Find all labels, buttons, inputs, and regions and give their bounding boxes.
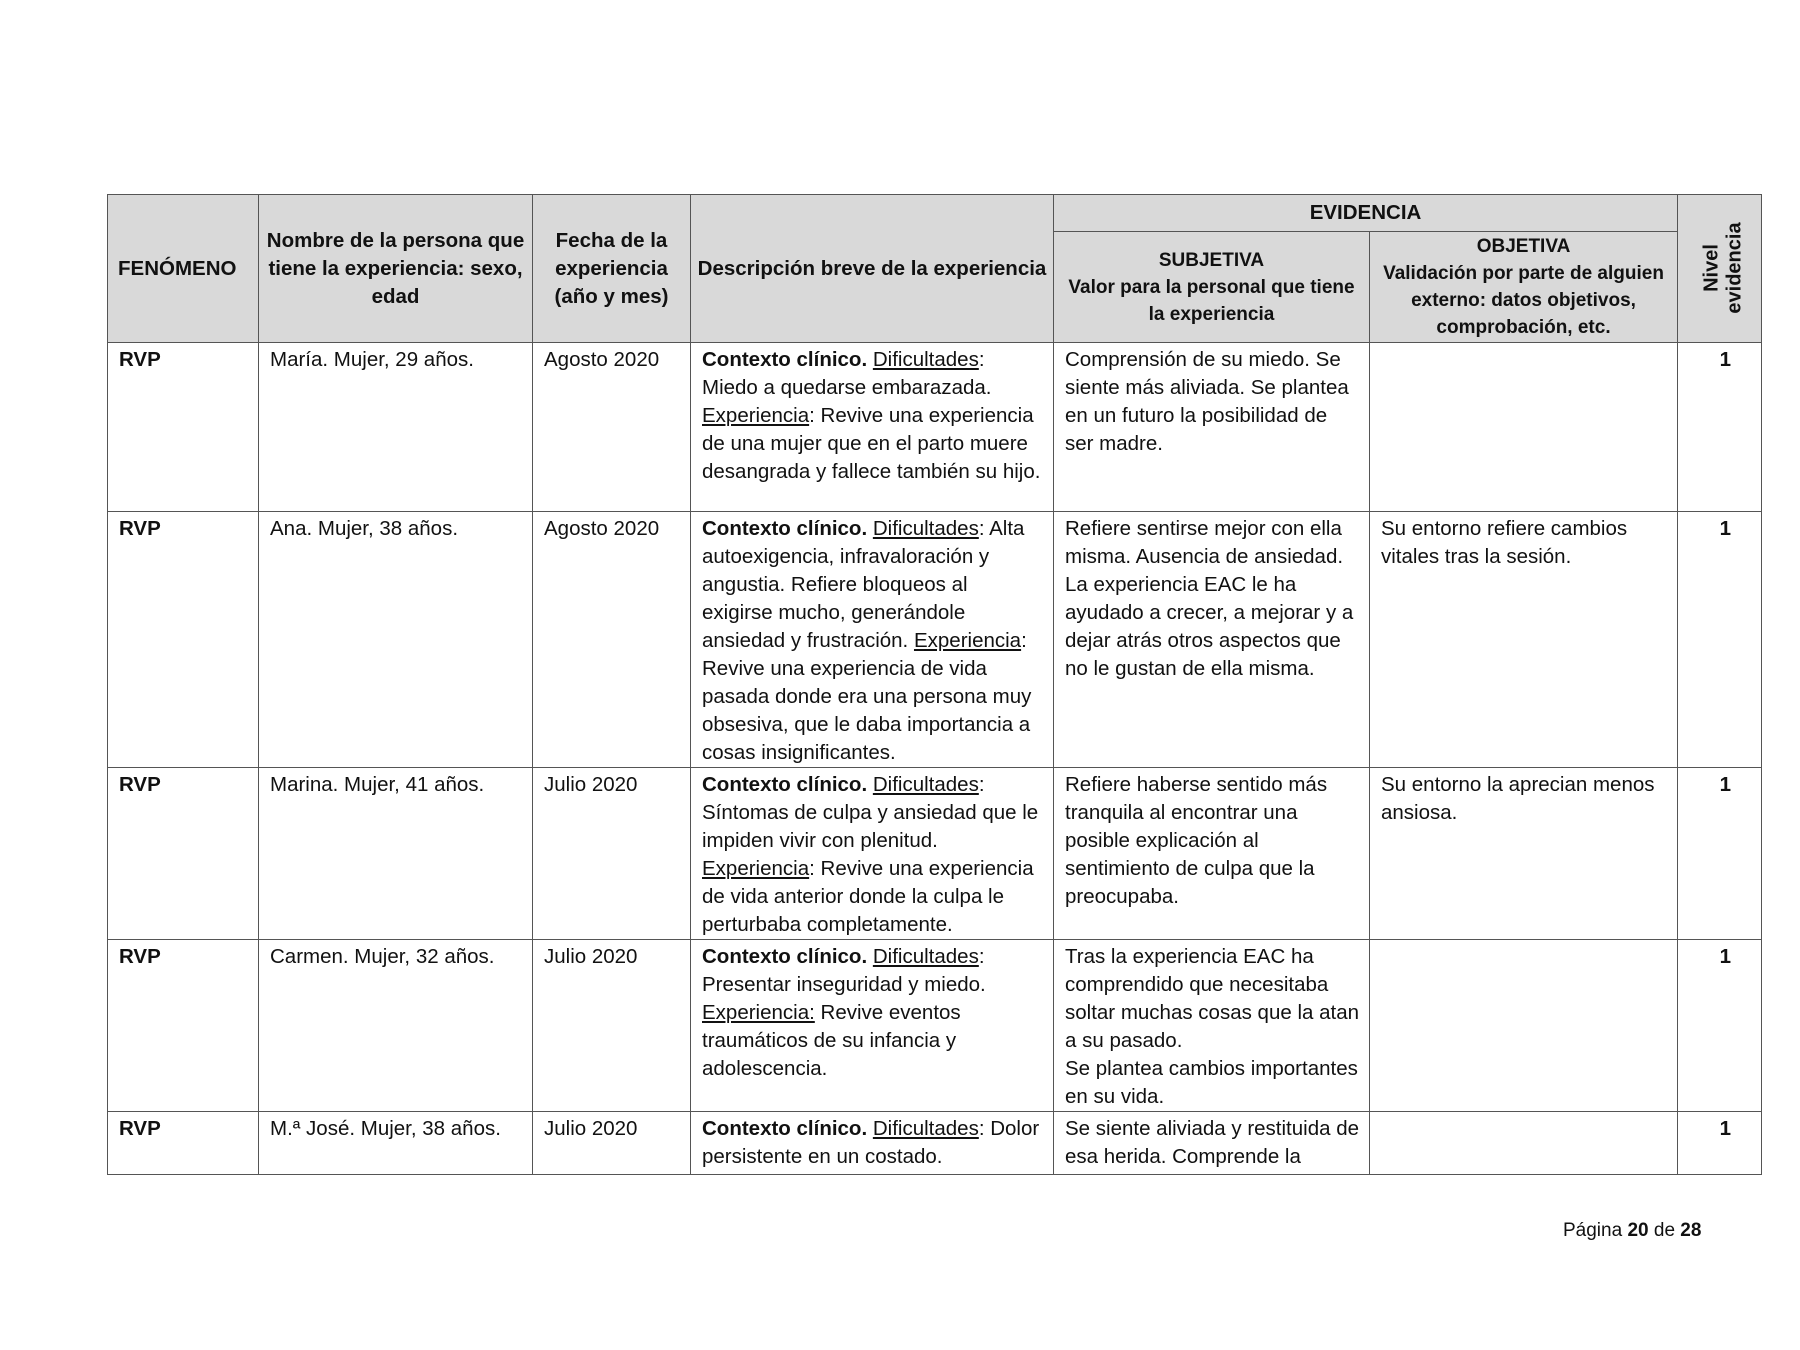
page-total: 28 xyxy=(1680,1220,1702,1241)
cell-objetiva xyxy=(1370,940,1678,1112)
cell-nombre: María. Mujer, 29 años. xyxy=(259,343,533,512)
cell-nivel: 1 xyxy=(1678,1112,1762,1175)
nivel-line2: evidencia xyxy=(1723,221,1746,314)
dificultades-label: Dificultades xyxy=(872,348,979,371)
cell-fecha: Julio 2020 xyxy=(533,940,691,1112)
contexto-label: Contexto clínico. xyxy=(702,945,868,968)
table-row xyxy=(108,768,1762,940)
nivel-vertical-label xyxy=(1701,222,1747,313)
evidence-table xyxy=(107,194,1762,1175)
header-objetiva xyxy=(1370,232,1678,343)
cell-nivel: 1 xyxy=(1678,940,1762,1112)
experiencia-label: Experiencia: xyxy=(702,1001,815,1024)
dificultades-text: : Miedo a quedarse embarazada. xyxy=(702,348,992,399)
dificultades-text: : Dolor persistente en un costado. xyxy=(702,1117,1040,1168)
cell-descripcion xyxy=(691,343,1054,512)
cell-nivel: 1 xyxy=(1678,768,1762,940)
contexto-label: Contexto clínico. xyxy=(702,348,868,371)
dificultades-label: Dificultades xyxy=(872,945,979,968)
experiencia-label: Experiencia xyxy=(913,629,1022,652)
experiencia-label: Experiencia xyxy=(702,857,810,880)
dificultades-text: : Alta autoexigencia, infravaloración y angustia. Refiere bloqueos al exigirse mucho, generándole ansiedad y frustración. xyxy=(702,517,1025,652)
dificultades-label: Dificultades xyxy=(872,1117,979,1140)
cell-nivel: 1 xyxy=(1678,343,1762,512)
header-nombre: Nombre de la persona que tiene la experiencia: sexo, edad xyxy=(259,195,533,343)
cell-fecha: Julio 2020 xyxy=(533,1112,691,1175)
cell-subjetiva xyxy=(1054,940,1370,1112)
contexto-label: Contexto clínico. xyxy=(702,1117,868,1140)
nivel-line1: Nivel xyxy=(1700,243,1723,292)
cell-subjetiva: Comprensión de su miedo. Se siente más aliviada. Se plantea en un futuro la posibilidad de ser madre. xyxy=(1054,343,1370,512)
cell-fecha: Agosto 2020 xyxy=(533,512,691,768)
objetiva-desc: Validación por parte de alguien externo: datos objetivos, comprobación, etc. xyxy=(1383,263,1664,338)
pagina-label: Página xyxy=(1563,1220,1623,1241)
header-nivel xyxy=(1678,195,1762,343)
cell-fenomeno: RVP xyxy=(108,343,259,512)
experiencia-label: Experiencia xyxy=(702,404,810,427)
table-row xyxy=(108,1112,1762,1175)
contexto-label: Contexto clínico. xyxy=(702,517,868,540)
experiencia-text: : Revive una experiencia de una mujer que en el parto muere desangrada y fallece también su hijo. xyxy=(702,404,1041,483)
dificultades-text: : Presentar inseguridad y miedo. xyxy=(702,945,986,996)
experiencia-text: : Revive una experiencia de vida anterior donde la culpa le perturbaba completamente. xyxy=(702,857,1034,936)
cell-objetiva xyxy=(1370,1112,1678,1175)
cell-nombre: Ana. Mujer, 38 años. xyxy=(259,512,533,768)
cell-descripcion xyxy=(691,512,1054,768)
header-descripcion: Descripción breve de la experiencia xyxy=(691,195,1054,343)
page-footer xyxy=(1563,1220,1701,1242)
cell-nivel: 1 xyxy=(1678,512,1762,768)
cell-descripcion xyxy=(691,768,1054,940)
experiencia-text: : Revive una experiencia de vida pasada donde era una persona muy obsesiva, que le daba importancia a cosas insignificantes. xyxy=(702,629,1032,764)
cell-objetiva: Su entorno la aprecian menos ansiosa. xyxy=(1370,768,1678,940)
de-label: de xyxy=(1653,1220,1676,1241)
cell-descripcion xyxy=(691,940,1054,1112)
cell-subjetiva: Refiere haberse sentido más tranquila al encontrar una posible explicación al sentimiento de culpa que la preocupaba. xyxy=(1054,768,1370,940)
page-number: 20 xyxy=(1627,1220,1649,1241)
cell-fecha: Agosto 2020 xyxy=(533,343,691,512)
header-fenomeno: FENÓMENO xyxy=(108,195,259,343)
dificultades-text: : Síntomas de culpa y ansiedad que le impiden vivir con plenitud. xyxy=(702,773,1039,852)
subjetiva-text: Tras la experiencia EAC ha comprendido que necesitaba soltar muchas cosas que la atan a su pasado. xyxy=(1065,945,1359,1052)
objetiva-title: OBJETIVA xyxy=(1476,236,1571,257)
cell-fenomeno: RVP xyxy=(108,768,259,940)
cell-objetiva xyxy=(1370,343,1678,512)
dificultades-label: Dificultades xyxy=(872,773,979,796)
cell-subjetiva: Se siente aliviada y restituida de esa herida. Comprende la xyxy=(1054,1112,1370,1175)
cell-nombre: Carmen. Mujer, 32 años. xyxy=(259,940,533,1112)
table-row xyxy=(108,512,1762,768)
cell-fecha: Julio 2020 xyxy=(533,768,691,940)
header-evidencia: EVIDENCIA xyxy=(1054,195,1678,232)
dificultades-label: Dificultades xyxy=(872,517,979,540)
cell-fenomeno: RVP xyxy=(108,1112,259,1175)
header-fecha: Fecha de la experiencia (año y mes) xyxy=(533,195,691,343)
cell-nombre: M.ª José. Mujer, 38 años. xyxy=(259,1112,533,1175)
subjetiva-extra: Se plantea cambios importantes en su vida. xyxy=(1065,1057,1358,1108)
experiencia-text: Revive eventos traumáticos de su infancia y adolescencia. xyxy=(702,1001,961,1080)
cell-nombre: Marina. Mujer, 41 años. xyxy=(259,768,533,940)
header-subjetiva xyxy=(1054,232,1370,343)
table-row xyxy=(108,343,1762,512)
table-row xyxy=(108,940,1762,1112)
cell-objetiva: Su entorno refiere cambios vitales tras la sesión. xyxy=(1370,512,1678,768)
cell-subjetiva: Refiere sentirse mejor con ella misma. Ausencia de ansiedad. La experiencia EAC le ha ayudado a crecer, a mejorar y a dejar atrás otros aspectos que no le gustan de ella misma. xyxy=(1054,512,1370,768)
subjetiva-title: SUBJETIVA xyxy=(1158,249,1265,271)
cell-fenomeno: RVP xyxy=(108,512,259,768)
contexto-label: Contexto clínico. xyxy=(702,773,868,796)
cell-descripcion xyxy=(691,1112,1054,1175)
subjetiva-desc: Valor para la personal que tiene la experiencia xyxy=(1068,276,1355,325)
cell-fenomeno: RVP xyxy=(108,940,259,1112)
